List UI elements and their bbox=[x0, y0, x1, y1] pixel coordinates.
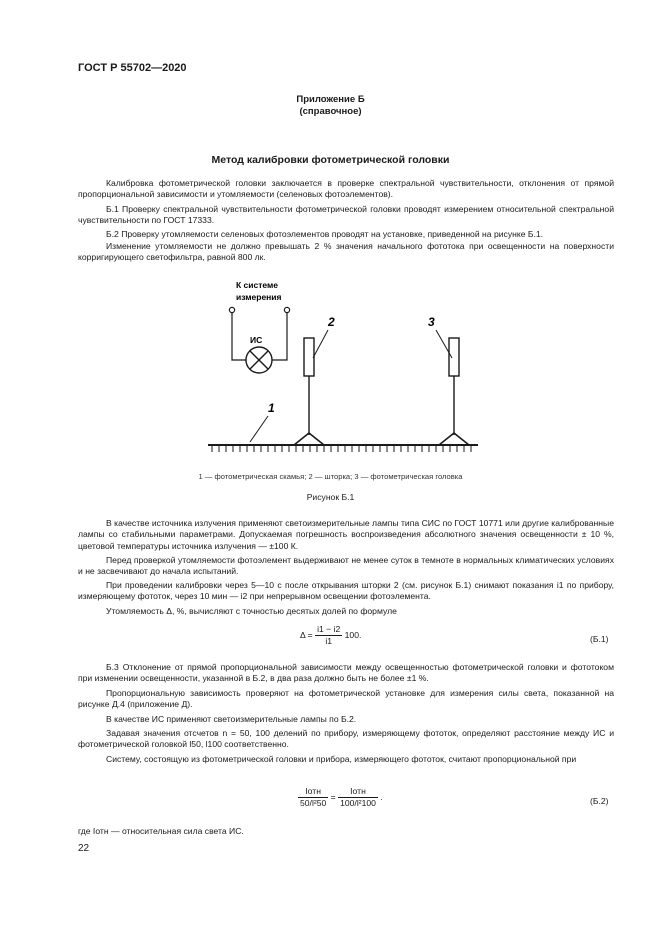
eq2-num2: Iотн bbox=[338, 786, 378, 798]
eq1-lhs: Δ = bbox=[300, 630, 313, 641]
wire-left bbox=[232, 313, 246, 360]
figure-caption: 1 — фотометрическая скамья; 2 — шторка; 3 — фотометрическая головка bbox=[198, 472, 463, 481]
eq1-fraction bbox=[315, 624, 342, 648]
section-title: Метод калибровки фотометрической головки bbox=[211, 154, 450, 166]
figure-b1 bbox=[0, 270, 661, 470]
fig-label-1: 1 bbox=[268, 401, 275, 415]
fig-label-3: 3 bbox=[428, 315, 435, 329]
standard-header: ГОСТ Р 55702—2020 bbox=[78, 62, 187, 74]
shutter bbox=[294, 338, 324, 445]
photometric-bench bbox=[208, 445, 478, 452]
photometric-head bbox=[439, 338, 469, 445]
equation-b2 bbox=[298, 786, 383, 810]
intro-paragraph-4: Изменение утомляемости не должно превышать 2 % значения начального фототока при освещенности на поверхности корригирующего светофильтра, равной 800 лк. bbox=[78, 241, 614, 263]
eq1-number: (Б.1) bbox=[590, 634, 609, 644]
fig-label-2: 2 bbox=[328, 315, 335, 329]
body-paragraph-2: Перед проверкой утомляемости фотоэлемент выдерживают не менее суток в темноте в нормальных климатических условиях и не засвечивают до начала испытаний. bbox=[78, 555, 614, 577]
eq2-den2: 100/l²100 bbox=[340, 798, 376, 809]
page-number: 22 bbox=[78, 843, 90, 854]
b3-paragraph-4: Задавая значения отсчетов n = 50, 100 делений по прибору, измеряющему фототок, определяют расстояние между ИС и фотометрической головкой l50, l100 соответственно. bbox=[78, 728, 614, 750]
appendix-title: Приложение Б bbox=[296, 94, 365, 105]
appendix-note: (справочное) bbox=[299, 106, 362, 117]
b3-paragraph-3: В качестве ИС применяют светоизмерительные лампы по Б.2. bbox=[106, 714, 357, 724]
fig-label-system-2: измерения bbox=[236, 292, 282, 302]
eq2-fraction-2 bbox=[338, 786, 378, 810]
terminal-left-icon bbox=[229, 307, 234, 312]
intro-paragraph-1: Калибровка фотометрической головки заключается в проверке спектральной чувствительности, отклонения от прямой пропорциональной зависимости и утомляемости (селеновых фотоэлементов). bbox=[78, 178, 614, 200]
body-paragraph-4: Утомляемость Δ, %, вычисляют с точностью десятых долей по формуле bbox=[106, 606, 397, 616]
lamp-icon bbox=[246, 347, 272, 373]
eq2-number: (Б.2) bbox=[590, 796, 609, 806]
body-paragraph-1: В качестве источника излучения применяют светоизмерительные лампы типа СИС по ГОСТ 10771 или другие калиброванные лампы со стабильными параметрами. Допускаемая погрешность воспроизведения абсолютного значения освещенности ± 10 %, цветовой температуры источника излучения — ±100 К. bbox=[78, 518, 614, 551]
eq1-tail: 100. bbox=[344, 630, 362, 641]
eq2-num1: Iотн bbox=[298, 786, 328, 798]
fig-label-system: К системе bbox=[236, 280, 279, 290]
eq2-fraction-1 bbox=[298, 786, 328, 810]
eq2-equals: = bbox=[330, 792, 336, 803]
intro-paragraph-3: Б.2 Проверку утомляемости селеновых фотоэлементов проводят на установке, приведенной на рисунке Б.1. bbox=[106, 229, 544, 239]
leader-2 bbox=[313, 330, 328, 358]
equation-b1 bbox=[300, 624, 361, 648]
eq2-tail: . bbox=[380, 792, 383, 803]
figure-title: Рисунок Б.1 bbox=[306, 492, 355, 502]
terminal-right-icon bbox=[284, 307, 289, 312]
b3-paragraph-5: Систему, состоящую из фотометрической головки и прибора, измеряющего фототок, считают пропорциональной при bbox=[106, 754, 577, 764]
b3-paragraph-1: Б.3 Отклонение от прямой пропорциональной зависимости между освещенностью фотометрической головки и фототоком при изменении освещенности, указанной в Б.2, в два раза должно быть не более ±1 %. bbox=[78, 662, 614, 684]
leader-1 bbox=[250, 416, 268, 442]
wire-right bbox=[272, 313, 287, 360]
eq1-den: i1 bbox=[325, 636, 333, 647]
eq2-den1: 50/l²50 bbox=[300, 798, 327, 809]
intro-paragraph-2: Б.1 Проверку спектральной чувствительности фотометрической головки проводят измерением относительной спектральной чувствительности по ГОСТ 17333. bbox=[78, 204, 614, 226]
b3-paragraph-2: Пропорциональную зависимость проверяют на фотометрической установке для измерения силы света, показанной на рисунке Д.4 (приложение Д). bbox=[78, 688, 614, 710]
eq1-num: i1 − i2 bbox=[315, 624, 342, 636]
footnote-where: где Iотн — относительная сила света ИС. bbox=[78, 826, 244, 836]
fig-label-is: ИС bbox=[250, 335, 263, 345]
body-paragraph-3: При проведении калибровки через 5—10 с после открывания шторки 2 (см. рисунок Б.1) снимают показания i1 по прибору, измеряющему фототок, через 10 мин — i2 при непрерывном освещении фотоэлемента. bbox=[78, 580, 614, 602]
